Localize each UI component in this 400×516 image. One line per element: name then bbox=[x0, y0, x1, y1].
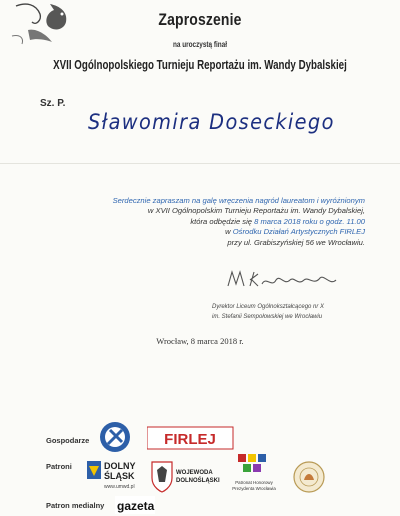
invitation-line-3-prefix: która odbędzie się bbox=[190, 216, 255, 226]
dolny-slask-logo bbox=[86, 458, 140, 492]
dolny-logo-line-2: ŚLĄSK bbox=[104, 471, 135, 481]
event-name: XVII Ogólnopolskiego Turnieju Reportażu im. Wandy Dybalskiej bbox=[53, 58, 347, 72]
invitation-text bbox=[60, 196, 365, 248]
invitation-line-2: w XVII Ogólnopolskim Turnieju Reportażu im. Wandy Dybalskiej, bbox=[147, 206, 365, 216]
seal-logo-icon bbox=[292, 460, 326, 494]
recipient-name-text: Sławomira Doseckiego bbox=[88, 110, 335, 134]
wojewoda-logo-line-2: DOLNOŚLĄSKI bbox=[176, 478, 220, 484]
school-logo-icon bbox=[98, 420, 132, 454]
invitation-title: Zaproszenie bbox=[158, 10, 242, 29]
hosts-label: Gospodarze bbox=[46, 436, 90, 445]
invitation-subtitle: na uroczystą finał bbox=[172, 40, 228, 49]
invitation-line-1: Serdecznie zapraszam na galę wręczenia nagród laureatom i wyróżnionym bbox=[112, 196, 365, 205]
wojewoda-logo-line-1: WOJEWODA bbox=[176, 470, 213, 476]
invitation-line-4-prefix: w bbox=[225, 227, 233, 237]
wojewoda-logo bbox=[148, 458, 228, 500]
dolny-logo-url: www.umwd.pl bbox=[104, 484, 135, 490]
firlej-logo bbox=[147, 425, 239, 453]
prezydent-logo-line-1: Patronat Honorowy bbox=[235, 480, 273, 485]
paper-fold-line bbox=[0, 163, 400, 164]
media-patron-label: Patron medialny bbox=[46, 501, 105, 510]
invitation-line-5: przy ul. Grabiszyńskiej 56 we Wrocławiu. bbox=[227, 237, 365, 247]
handwritten-signature bbox=[224, 266, 342, 292]
recipient-name bbox=[88, 110, 348, 140]
gazeta-logo-text: gazeta bbox=[117, 499, 155, 513]
prezydent-wroclawia-logo bbox=[230, 452, 278, 498]
director-role-line-1: Dyrektor Liceum Ogólnokształcącego nr X bbox=[212, 304, 325, 310]
invitation-date-time: 8 marca 2018 roku o godz. 11.00 bbox=[254, 216, 365, 226]
invitation-line-3 bbox=[60, 217, 365, 227]
salutation: Sz. P. bbox=[40, 98, 66, 109]
gazeta-logo bbox=[115, 496, 155, 514]
dolny-logo-line-1: DOLNY bbox=[104, 461, 136, 471]
director-signature-block bbox=[212, 302, 382, 322]
place-and-date: Wrocław, 8 marca 2018 r. bbox=[156, 336, 244, 346]
prezydent-logo-line-2: Prezydenta Wrocławia bbox=[232, 486, 276, 491]
firlej-logo-text: FIRLEJ bbox=[164, 431, 216, 448]
invitation-line-4 bbox=[60, 227, 365, 237]
patrons-label: Patroni bbox=[46, 462, 72, 471]
invitation-venue: Ośrodku Działań Artystycznych FIRLEJ bbox=[232, 227, 365, 237]
director-role-line-2: im. Stefanii Sempołowskiej we Wrocławiu bbox=[212, 314, 323, 320]
